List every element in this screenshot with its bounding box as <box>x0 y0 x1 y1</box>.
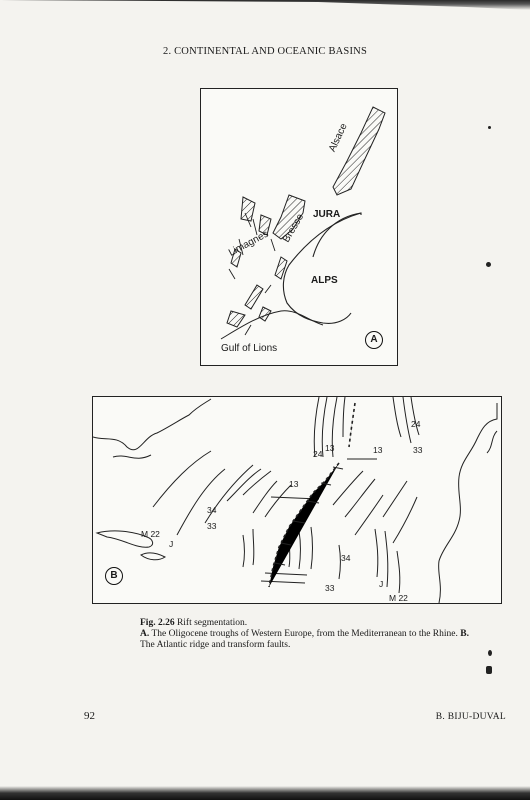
anomaly-34-left: 34 <box>207 505 217 515</box>
anomaly-33-bottom: 33 <box>325 583 335 593</box>
caption-a-label: A. <box>140 629 150 639</box>
scan-speck <box>488 650 492 656</box>
map-b-drawing <box>93 397 501 603</box>
anomaly-13-c: 13 <box>289 479 299 489</box>
scan-edge-bottom <box>0 786 530 800</box>
caption-b-text: The Atlantic ridge and transform faults. <box>140 640 291 650</box>
label-bresse: Bresse <box>281 212 307 245</box>
anomaly-13-b: 13 <box>373 445 383 455</box>
panel-badge-b: B <box>105 567 123 585</box>
author-name: B. BIJU-DUVAL <box>435 712 506 722</box>
anomaly-13-a: 13 <box>325 443 335 453</box>
anomaly-24-left: 24 <box>313 449 323 459</box>
label-alps: ALPS <box>311 275 338 286</box>
page-number: 92 <box>84 710 95 722</box>
anomaly-33-top-right: 33 <box>413 445 423 455</box>
figure-caption <box>140 618 470 651</box>
anomaly-m22-bottom: M 22 <box>389 593 408 603</box>
scan-speck <box>486 262 491 267</box>
map-b-atlantic-ridge <box>92 396 502 604</box>
anomaly-j-bottom: J <box>379 579 384 589</box>
anomaly-m22-left: M 22 <box>141 529 160 539</box>
label-alsace: Alsace <box>327 121 350 154</box>
caption-a-text: The Oligocene troughs of Western Europe, from the Mediterranean to the Rhine. <box>151 629 458 639</box>
scan-edge-top <box>0 0 530 10</box>
anomaly-24-top-right: 24 <box>411 419 421 429</box>
caption-body <box>140 629 470 651</box>
map-a-oligocene-troughs <box>200 88 398 366</box>
caption-fig-label: Fig. 2.26 <box>140 618 175 628</box>
panel-badge-a: A <box>365 331 383 349</box>
running-head: 2. CONTINENTAL AND OCEANIC BASINS <box>163 46 367 57</box>
anomaly-34-bottom: 34 <box>341 553 351 563</box>
label-jura: JURA <box>313 209 341 220</box>
alsace-trough <box>333 107 385 195</box>
anomaly-j-left: J <box>169 539 174 549</box>
limagnes-trough-a <box>241 197 255 221</box>
caption-b-label: B. <box>460 629 469 639</box>
caption-fig-title: Rift segmentation. <box>176 618 248 628</box>
label-limagnes: Limagnes <box>227 228 271 259</box>
scan-speck <box>488 126 491 129</box>
label-gulf-of-lions: Gulf of Lions <box>221 343 278 354</box>
caption-title-line <box>140 618 470 629</box>
anomaly-33-left: 33 <box>207 521 217 531</box>
scan-speck <box>486 666 492 674</box>
